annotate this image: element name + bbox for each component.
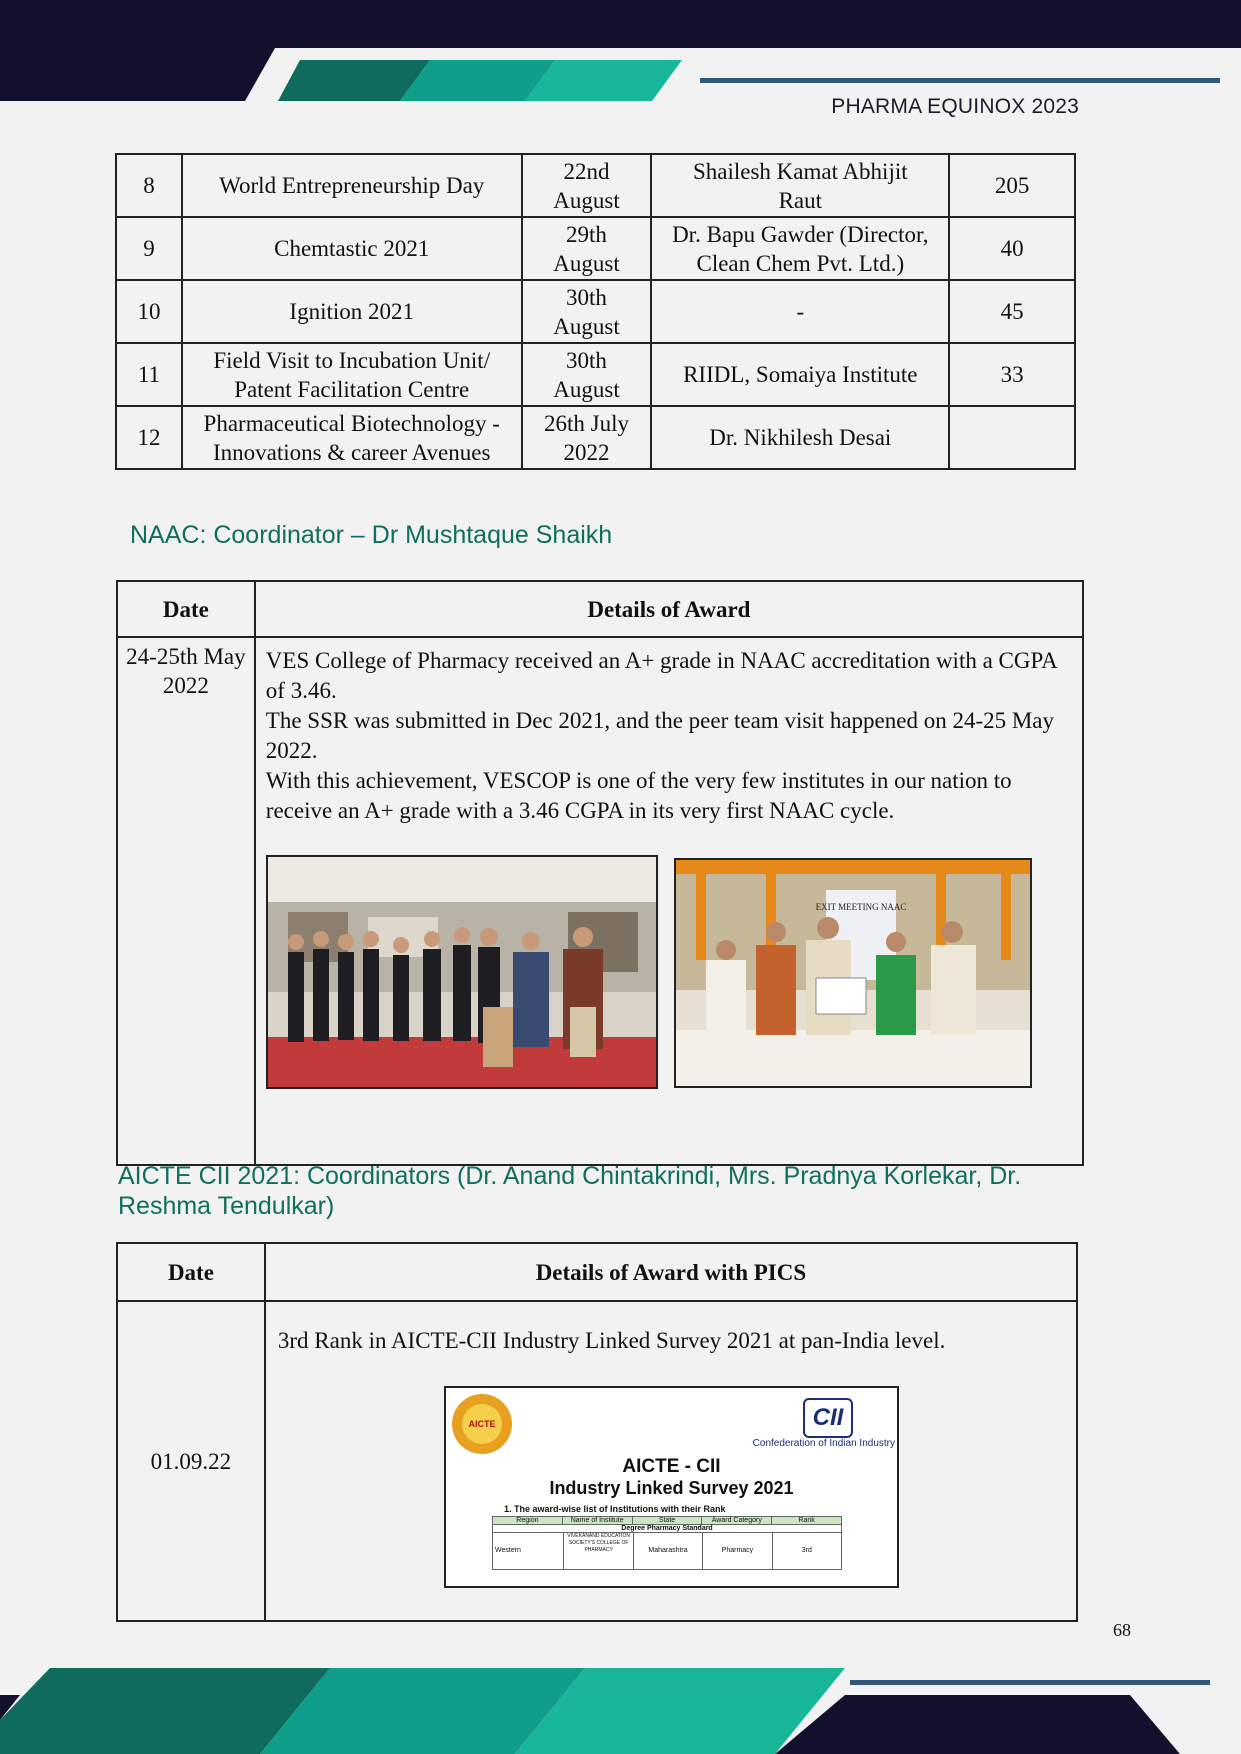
certificate-heading: AICTE - CII (622, 1456, 721, 1477)
event-participants: 40 (949, 217, 1075, 280)
event-date: 22nd August (522, 154, 652, 217)
page-number: 68 (1113, 1620, 1131, 1640)
event-participants: 45 (949, 280, 1075, 343)
event-date: 30th August (522, 343, 652, 406)
event-date: 26th July 2022 (522, 406, 652, 469)
event-speaker: - (651, 280, 949, 343)
column-header-date: Date (117, 581, 255, 637)
group-photo-illustration (268, 857, 656, 1087)
banner-text: EXIT MEETING NAAC (815, 902, 907, 912)
award-paragraph: With this achievement, VESCOP is one of the very few institutes in our nation to receive an A+ grade with a 3.46 CGPA in its very first NAAC cycle. (265, 768, 1012, 823)
table-row (116, 217, 1075, 280)
aicte-logo: AICTE (452, 1394, 512, 1454)
naac-group-photo (266, 855, 658, 1089)
certificate-list-heading: 1. The award-wise list of Institutions with their Rank (504, 1504, 726, 1514)
column-header-details: Details of Award (255, 581, 1083, 637)
exit-meeting-illustration (676, 860, 1030, 1086)
certificate-table: Region Name of Institute State Award Category Rank Degree Pharmacy Standard Western VIVEKANAND EDUCATION SOCIETY'S COLLEGE OF PHARMACY Maharashtra Pharmacy 3rd (492, 1516, 842, 1570)
award-text: 3rd Rank in AICTE-CII Industry Linked Survey 2021 at pan-India level. (277, 1328, 946, 1353)
cii-name: Confederation of Indian Industry (752, 1438, 895, 1449)
aicte-cii-certificate (444, 1386, 899, 1588)
table-row (116, 343, 1075, 406)
naac-title: NAAC: Coordinator – Dr Mushtaque Shaikh (130, 521, 613, 549)
certificate-subtitle: Industry Linked Survey 2021 (549, 1478, 794, 1498)
table-row (116, 154, 1075, 217)
column-header-date: Date (117, 1243, 265, 1301)
event-name: Pharmaceutical Biotechnology - Innovations & career Avenues (182, 406, 522, 469)
table-row (116, 280, 1075, 343)
event-participants: 205 (949, 154, 1075, 217)
header-title: PHARMA EQUINOX 2023 (831, 95, 1079, 118)
event-participants: 33 (949, 343, 1075, 406)
column-header-details: Details of Award with PICS (265, 1243, 1077, 1301)
event-name: Field Visit to Incubation Unit/ Patent Facilitation Centre (182, 343, 522, 406)
award-paragraph: The SSR was submitted in Dec 2021, and the peer team visit happened on 24-25 May 2022. (265, 708, 1055, 763)
event-number: 12 (116, 406, 182, 469)
events-table (115, 153, 1076, 470)
award-date: 01.09.22 (117, 1301, 265, 1621)
footer-decoration (0, 1660, 1241, 1754)
cii-logo: CII (803, 1398, 853, 1438)
aicte-title: AICTE CII 2021: Coordinators (Dr. Anand Chintakrindi, Mrs. Pradnya Korlekar, Dr. Reshma Tendulkar) (118, 1162, 1022, 1220)
event-speaker: Dr. Bapu Gawder (Director, Clean Chem Pvt. Ltd.) (651, 217, 949, 280)
event-date: 30th August (522, 280, 652, 343)
event-name: Ignition 2021 (182, 280, 522, 343)
event-name: Chemtastic 2021 (182, 217, 522, 280)
event-number: 8 (116, 154, 182, 217)
table-row (116, 406, 1075, 469)
event-speaker: RIIDL, Somaiya Institute (651, 343, 949, 406)
event-number: 11 (116, 343, 182, 406)
event-date: 29th August (522, 217, 652, 280)
event-name: World Entrepreneurship Day (182, 154, 522, 217)
event-speaker: Dr. Nikhilesh Desai (651, 406, 949, 469)
event-speaker: Shailesh Kamat Abhijit Raut (651, 154, 949, 217)
award-date: 24-25th May 2022 (117, 637, 255, 1165)
event-participants (949, 406, 1075, 469)
naac-exit-meeting-photo (674, 858, 1032, 1088)
event-number: 9 (116, 217, 182, 280)
award-paragraph: VES College of Pharmacy received an A+ grade in NAAC accreditation with a CGPA of 3.46. (265, 648, 1057, 703)
event-number: 10 (116, 280, 182, 343)
header-decoration (0, 0, 1241, 110)
